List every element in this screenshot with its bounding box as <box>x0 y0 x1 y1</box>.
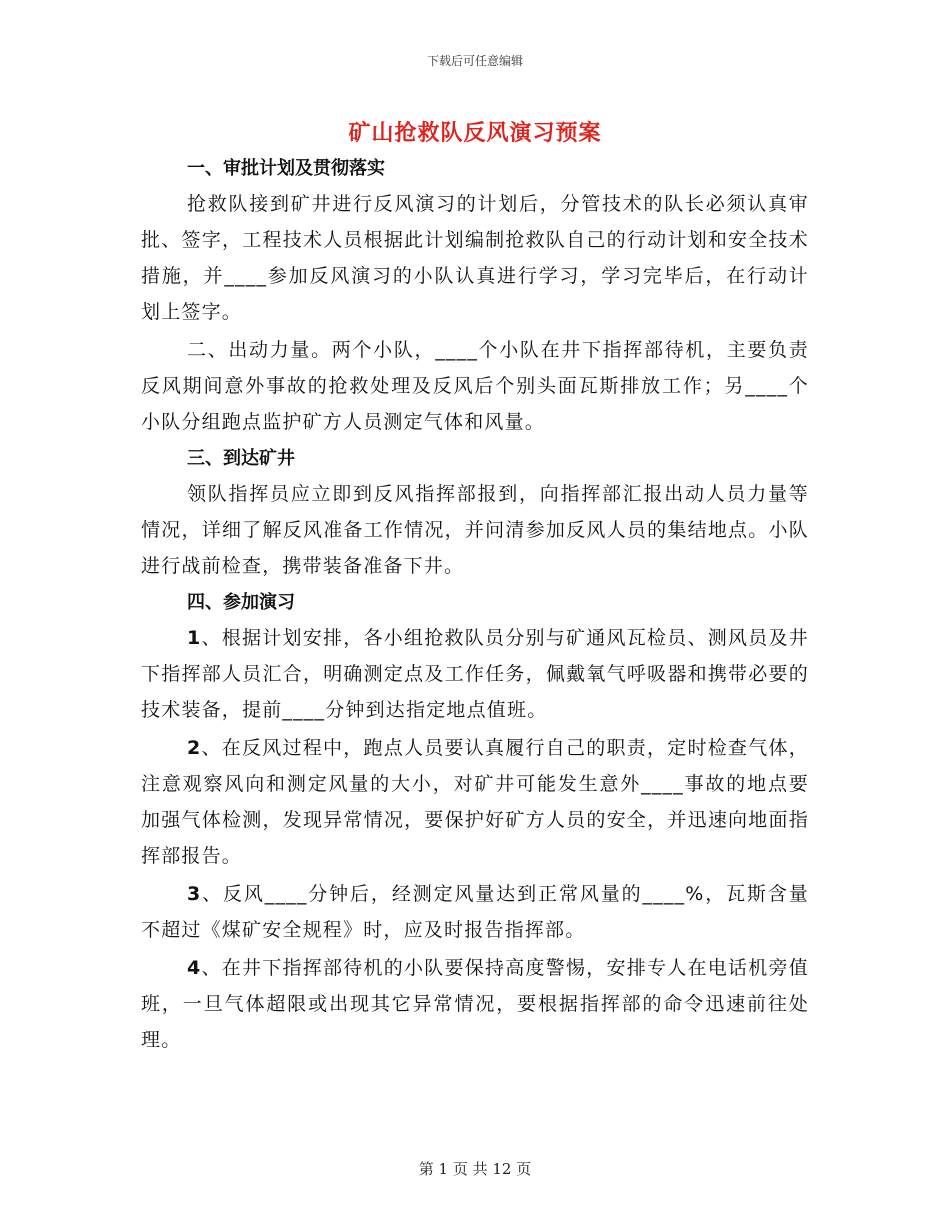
list-item-drill-4 <box>141 950 809 1058</box>
list-item-drill-2 <box>141 730 809 874</box>
item-number: 3 <box>187 883 202 905</box>
item-number: 1 <box>187 627 202 649</box>
page-header-note: 下载后可任意编辑 <box>426 54 523 68</box>
paragraph-arrival: 领队指挥员应立即到反风指挥部报到，向指挥部汇报出动人员力量等情况，详细了解反风准备工作情况，并问清参加反风人员的集结地点。小队进行战前检查，携带装备准备下井。 <box>141 483 809 577</box>
item-text: 、在反风过程中，跑点人员要认真履行自己的职责，定时检查气体，注意观察风向和测定风量的大小，对矿井可能发生意外____事故的地点要加强气体检测，发现异常情况，要保护好矿方人员的安全，并迅速向地面指挥部报告。 <box>141 737 809 867</box>
section-heading-approval: 一、审批计划及贯彻落实 <box>187 158 385 179</box>
document-title: 矿山抢救队反风演习预案 <box>348 121 602 146</box>
page-number: 第 1 页 共 12 页 <box>418 1160 532 1178</box>
item-text: 、根据计划安排，各小组抢救队员分别与矿通风瓦检员、测风员及井下指挥部人员汇合，明确测定点及工作任务，佩戴氧气呼吸器和携带必要的技术装备，提前____分钟到达指定地点值班。 <box>141 627 809 721</box>
item-number: 2 <box>187 737 202 759</box>
item-text: 、反风____分钟后，经测定风量达到正常风量的____%，瓦斯含量不超过《煤矿安全规程》时，应及时报告指挥部。 <box>141 883 809 941</box>
section-heading-drill: 四、参加演习 <box>187 592 295 613</box>
section-heading-arrival: 三、到达矿井 <box>187 448 295 469</box>
paragraph-approval: 抢救队接到矿井进行反风演习的计划后，分管技术的队长必须认真审批、签字，工程技术人员根据此计划编制抢救队自己的行动计划和安全技术措施，并____参加反风演习的小队认真进行学习，学习完毕后，在行动计划上签字。 <box>141 193 809 323</box>
document-body <box>141 152 809 1060</box>
item-number: 4 <box>187 957 202 979</box>
list-item-drill-1 <box>141 620 809 728</box>
item-text: 、在井下指挥部待机的小队要保持高度警惕，安排专人在电话机旁值班，一旦气体超限或出现其它异常情况，要根据指挥部的命令迅速前往处理。 <box>141 957 809 1051</box>
paragraph-forces: 二、出动力量。两个小队，____个小队在井下指挥部待机，主要负责反风期间意外事故的抢救处理及反风后个别头面瓦斯排放工作；另____个小队分组跑点监护矿方人员测定气体和风量。 <box>141 339 809 433</box>
list-item-drill-3 <box>141 876 809 948</box>
